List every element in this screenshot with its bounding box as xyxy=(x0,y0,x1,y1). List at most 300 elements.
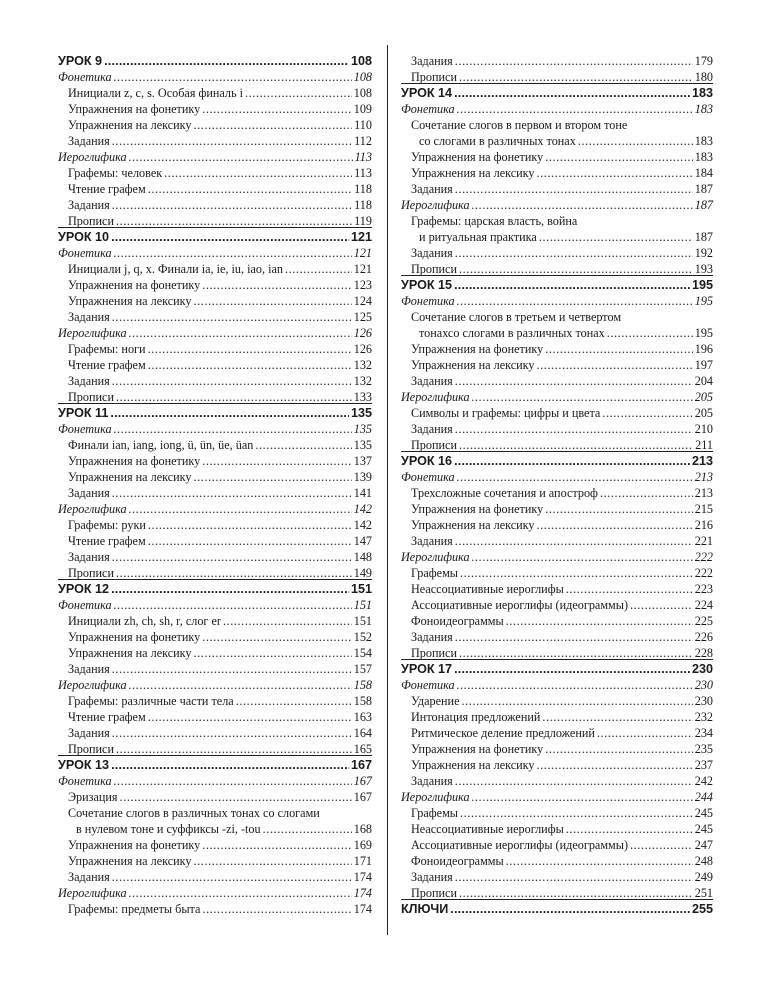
toc-page-number: 213 xyxy=(694,470,713,484)
dot-leader xyxy=(457,103,693,115)
toc-item-entry[interactable] xyxy=(401,487,713,499)
toc-page-number: 223 xyxy=(694,582,713,596)
toc-entry-label: Задания xyxy=(68,310,110,324)
toc-page-number: 167 xyxy=(350,758,372,772)
toc-entry-label: Фонетика xyxy=(401,294,455,308)
toc-item-entry[interactable] xyxy=(401,807,713,819)
toc-section-entry[interactable] xyxy=(401,471,713,483)
toc-entry-label: Неассоциативные иероглифы xyxy=(411,822,564,836)
dot-leader xyxy=(112,375,352,387)
toc-section-entry[interactable] xyxy=(58,247,372,259)
dot-leader xyxy=(148,343,352,355)
toc-item-entry[interactable] xyxy=(58,215,372,227)
toc-item-entry[interactable] xyxy=(401,183,713,195)
toc-page-number: 167 xyxy=(353,790,372,804)
toc-item-entry[interactable] xyxy=(58,567,372,579)
toc-page-number: 225 xyxy=(694,614,713,628)
toc-page-number: 184 xyxy=(694,166,713,180)
dot-leader xyxy=(202,455,351,467)
toc-section-entry[interactable] xyxy=(58,503,372,515)
dot-leader xyxy=(194,295,352,307)
toc-page-number: 195 xyxy=(694,294,713,308)
dot-leader xyxy=(114,71,352,83)
toc-entry-label: УРОК 11 xyxy=(58,406,109,420)
toc-item-entry[interactable] xyxy=(58,615,372,627)
toc-item-entry[interactable] xyxy=(58,167,372,179)
dot-leader xyxy=(111,583,349,596)
toc-page-number: 124 xyxy=(353,294,372,308)
toc-page-number: 205 xyxy=(694,390,713,404)
toc-section-entry[interactable] xyxy=(58,151,372,163)
toc-entry-label: со слогами в различных тонах xyxy=(419,134,576,148)
dot-leader xyxy=(450,903,690,916)
toc-page-number: 222 xyxy=(694,566,713,580)
toc-page-number: 247 xyxy=(694,838,713,852)
toc-item-entry[interactable] xyxy=(401,823,713,835)
toc-entry-label: Фонетика xyxy=(401,470,455,484)
toc-page-number: 135 xyxy=(350,406,372,420)
toc-item-entry[interactable] xyxy=(401,311,713,323)
toc-item-entry[interactable] xyxy=(401,615,713,627)
toc-section-entry[interactable] xyxy=(58,71,372,83)
toc-page-number: 183 xyxy=(691,86,713,100)
toc-item-entry[interactable] xyxy=(58,903,372,915)
dot-leader xyxy=(223,615,352,627)
toc-page-number: 171 xyxy=(353,854,372,868)
dot-leader xyxy=(455,535,693,547)
toc-item-entry[interactable] xyxy=(401,167,713,179)
toc-item-entry[interactable] xyxy=(58,87,372,99)
lesson-separator xyxy=(58,755,372,756)
toc-item-entry[interactable] xyxy=(58,855,372,867)
toc-entry-label: Интонация предложений xyxy=(411,710,541,724)
toc-page-number: 109 xyxy=(353,102,372,116)
toc-item-entry[interactable] xyxy=(401,599,713,611)
toc-item-entry[interactable] xyxy=(58,823,372,835)
toc-section-entry[interactable] xyxy=(401,199,713,211)
dot-leader xyxy=(506,855,693,867)
toc-item-entry[interactable] xyxy=(401,871,713,883)
dot-leader xyxy=(194,647,352,659)
dot-leader xyxy=(545,743,692,755)
toc-entry-label: Трехсложные сочетания и апостроф xyxy=(411,486,598,500)
toc-section-entry[interactable] xyxy=(58,423,372,435)
toc-entry-label: Прописи xyxy=(411,646,457,660)
toc-page-number: 174 xyxy=(353,886,372,900)
lesson-separator xyxy=(58,403,372,404)
toc-page-number: 158 xyxy=(353,694,372,708)
toc-item-entry[interactable] xyxy=(401,343,713,355)
toc-entry-label: Инициали z, c, s. Особая финаль i xyxy=(68,86,243,100)
toc-item-entry[interactable] xyxy=(401,743,713,755)
toc-page-number: 249 xyxy=(694,870,713,884)
dot-leader xyxy=(202,103,351,115)
toc-item-entry[interactable] xyxy=(58,471,372,483)
toc-item-entry[interactable] xyxy=(401,359,713,371)
toc-entry-label: Графемы: различные части тела xyxy=(68,694,234,708)
toc-item-entry[interactable] xyxy=(58,295,372,307)
dot-leader xyxy=(129,679,352,691)
toc-item-entry[interactable] xyxy=(401,727,713,739)
toc-item-entry[interactable] xyxy=(58,647,372,659)
toc-entry-label: Упражнения на лексику xyxy=(411,518,535,532)
dot-leader xyxy=(116,215,352,227)
toc-item-entry[interactable] xyxy=(58,439,372,451)
toc-lesson-entry[interactable] xyxy=(58,231,372,244)
toc-section-entry[interactable] xyxy=(58,679,372,691)
toc-item-entry[interactable] xyxy=(401,695,713,707)
toc-lesson-entry[interactable] xyxy=(401,663,713,676)
dot-leader xyxy=(263,823,352,835)
toc-page-number: 126 xyxy=(353,326,372,340)
toc-section-entry[interactable] xyxy=(401,103,713,115)
toc-page-number: 183 xyxy=(694,102,713,116)
toc-page-number: 135 xyxy=(353,422,372,436)
toc-page-number: 113 xyxy=(354,150,372,164)
dot-leader xyxy=(148,359,352,371)
dot-leader xyxy=(566,823,693,835)
dot-leader xyxy=(112,663,352,675)
toc-item-entry[interactable] xyxy=(58,535,372,547)
toc-lesson-entry[interactable] xyxy=(401,903,713,916)
toc-entry-label: Упражнения на фонетику xyxy=(68,102,201,116)
toc-entry-label: Прописи xyxy=(411,886,457,900)
dot-leader xyxy=(112,871,352,883)
toc-item-entry[interactable] xyxy=(58,135,372,147)
dot-leader xyxy=(116,567,352,579)
dot-leader xyxy=(459,647,693,659)
toc-page-number: 179 xyxy=(694,54,713,68)
toc-item-entry[interactable] xyxy=(401,423,713,435)
dot-leader xyxy=(112,727,352,739)
dot-leader xyxy=(455,631,693,643)
toc-entry-label: Задания xyxy=(411,422,453,436)
toc-item-entry[interactable] xyxy=(401,55,713,67)
toc-item-entry[interactable] xyxy=(401,887,713,899)
toc-page-number: 108 xyxy=(353,86,372,100)
dot-leader xyxy=(120,791,352,803)
toc-page-number: 141 xyxy=(353,486,372,500)
toc-page-number: 126 xyxy=(353,342,372,356)
toc-item-entry[interactable] xyxy=(401,215,713,227)
toc-item-entry[interactable] xyxy=(401,775,713,787)
toc-item-entry[interactable] xyxy=(401,519,713,531)
dot-leader xyxy=(129,327,352,339)
toc-entry-label: Задания xyxy=(411,374,453,388)
toc-section-entry[interactable] xyxy=(401,295,713,307)
toc-entry-label: Ритмическое деление предложений xyxy=(411,726,595,740)
toc-page-number: 183 xyxy=(694,134,713,148)
toc-entry-label: Фонетика xyxy=(401,678,455,692)
dot-leader xyxy=(164,167,352,179)
toc-item-entry[interactable] xyxy=(58,727,372,739)
toc-page-number: 174 xyxy=(353,870,372,884)
toc-page-number: 187 xyxy=(694,230,713,244)
dot-leader xyxy=(566,583,693,595)
toc-page-number: 123 xyxy=(353,278,372,292)
toc-item-entry[interactable] xyxy=(58,695,372,707)
toc-entry-label: Упражнения на фонетику xyxy=(68,454,201,468)
toc-item-entry[interactable] xyxy=(401,263,713,275)
dot-leader xyxy=(630,839,693,851)
toc-item-entry[interactable] xyxy=(58,839,372,851)
toc-item-entry[interactable] xyxy=(401,151,713,163)
column-divider xyxy=(387,45,388,935)
toc-item-entry[interactable] xyxy=(58,391,372,403)
dot-leader xyxy=(111,759,349,772)
toc-item-entry[interactable] xyxy=(401,71,713,83)
toc-section-entry[interactable] xyxy=(401,791,713,803)
toc-item-entry[interactable] xyxy=(58,743,372,755)
dot-leader xyxy=(539,231,693,243)
toc-page-number: 121 xyxy=(350,230,372,244)
dot-leader xyxy=(454,455,690,468)
toc-item-entry[interactable] xyxy=(58,663,372,675)
dot-leader xyxy=(460,807,693,819)
toc-item-entry[interactable] xyxy=(401,567,713,579)
toc-item-entry[interactable] xyxy=(401,583,713,595)
toc-entry-label: УРОК 15 xyxy=(401,278,453,292)
toc-item-entry[interactable] xyxy=(58,263,372,275)
dot-leader xyxy=(545,503,692,515)
toc-section-entry[interactable] xyxy=(58,327,372,339)
toc-page-number: 151 xyxy=(350,582,372,596)
dot-leader xyxy=(460,567,693,579)
toc-page-number: 139 xyxy=(353,470,372,484)
toc-page-number: 142 xyxy=(353,518,372,532)
toc-page-number: 180 xyxy=(694,70,713,84)
toc-page-number: 132 xyxy=(353,358,372,372)
toc-entry-label: Фоноидеограммы xyxy=(411,854,504,868)
toc-entry-label: Графемы: руки xyxy=(68,518,146,532)
toc-page-number: 213 xyxy=(691,454,713,468)
toc-entry-label: Чтение графем xyxy=(68,710,146,724)
toc-page-number: 232 xyxy=(694,710,713,724)
toc-item-entry[interactable] xyxy=(58,871,372,883)
toc-entry-label: Прописи xyxy=(68,390,114,404)
toc-page-number: 163 xyxy=(353,710,372,724)
toc-item-entry[interactable] xyxy=(58,519,372,531)
toc-entry-label: Графемы: человек xyxy=(68,166,163,180)
toc-entry-label: Прописи xyxy=(68,566,114,580)
dot-leader xyxy=(202,631,351,643)
toc-item-entry[interactable] xyxy=(58,551,372,563)
dot-leader xyxy=(148,535,352,547)
toc-page-number: 169 xyxy=(353,838,372,852)
toc-entry-label: Задания xyxy=(68,870,110,884)
dot-leader xyxy=(455,375,693,387)
toc-entry-label: Иероглифика xyxy=(401,390,470,404)
dot-leader xyxy=(285,263,352,275)
toc-page-number: 119 xyxy=(354,214,372,228)
toc-page-number: 151 xyxy=(353,614,372,628)
toc-entry-label: Прописи xyxy=(411,262,457,276)
toc-item-entry[interactable] xyxy=(58,311,372,323)
toc-lesson-entry[interactable] xyxy=(401,455,713,468)
toc-item-entry[interactable] xyxy=(401,535,713,547)
toc-item-entry[interactable] xyxy=(58,487,372,499)
toc-entry-label: Инициали j, q, x. Финали ia, ie, iu, iao, ian xyxy=(68,262,283,276)
toc-page-number: 192 xyxy=(694,246,713,260)
toc-entry-label: Прописи xyxy=(411,70,457,84)
dot-leader xyxy=(607,327,693,339)
toc-page-number: 187 xyxy=(694,198,713,212)
dot-leader xyxy=(148,183,352,195)
toc-entry-label: Задания xyxy=(411,246,453,260)
toc-section-entry[interactable] xyxy=(401,679,713,691)
toc-entry-label: Упражнения на лексику xyxy=(68,646,192,660)
toc-entry-label: Упражнения на лексику xyxy=(411,358,535,372)
dot-leader xyxy=(459,263,693,275)
toc-entry-label: Упражнения на фонетику xyxy=(68,278,201,292)
toc-page-number: 118 xyxy=(354,182,372,196)
toc-item-entry[interactable] xyxy=(58,631,372,643)
dot-leader xyxy=(578,135,693,147)
toc-section-entry[interactable] xyxy=(58,599,372,611)
toc-lesson-entry[interactable] xyxy=(401,87,713,100)
lesson-separator xyxy=(401,83,713,84)
dot-leader xyxy=(116,391,352,403)
toc-page-number: 183 xyxy=(694,150,713,164)
dot-leader xyxy=(112,199,352,211)
toc-item-entry[interactable] xyxy=(401,855,713,867)
toc-page-number: 245 xyxy=(694,822,713,836)
toc-item-entry[interactable] xyxy=(58,343,372,355)
toc-lesson-entry[interactable] xyxy=(401,279,713,292)
toc-item-entry[interactable] xyxy=(58,375,372,387)
dot-leader xyxy=(602,407,692,419)
toc-page-number: 110 xyxy=(354,118,372,132)
toc-entry-label: Упражнения на лексику xyxy=(411,758,535,772)
toc-entry-label: Иероглифика xyxy=(401,790,470,804)
toc-section-entry[interactable] xyxy=(58,775,372,787)
toc-lesson-entry[interactable] xyxy=(58,407,372,420)
toc-page-number: 147 xyxy=(353,534,372,548)
toc-page-number: 221 xyxy=(694,534,713,548)
toc-item-entry[interactable] xyxy=(401,375,713,387)
toc-item-entry[interactable] xyxy=(401,247,713,259)
toc-item-entry[interactable] xyxy=(58,807,372,819)
toc-entry-label: Иероглифика xyxy=(58,502,127,516)
toc-entry-label: Задания xyxy=(411,870,453,884)
toc-lesson-entry[interactable] xyxy=(58,55,372,68)
toc-lesson-entry[interactable] xyxy=(58,583,372,596)
toc-page-number: 196 xyxy=(694,342,713,356)
toc-page-number: 222 xyxy=(694,550,713,564)
toc-item-entry[interactable] xyxy=(58,103,372,115)
toc-page-number: 251 xyxy=(694,886,713,900)
toc-item-entry[interactable] xyxy=(401,439,713,451)
toc-page-number: 248 xyxy=(694,854,713,868)
toc-item-entry[interactable] xyxy=(401,407,713,419)
toc-item-entry[interactable] xyxy=(401,759,713,771)
toc-entry-label: Задания xyxy=(68,134,110,148)
toc-entry-label: УРОК 13 xyxy=(58,758,110,772)
toc-item-entry[interactable] xyxy=(401,135,713,147)
toc-item-entry[interactable] xyxy=(58,791,372,803)
toc-lesson-entry[interactable] xyxy=(58,759,372,772)
toc-entry-label: Графемы xyxy=(411,806,458,820)
toc-item-entry[interactable] xyxy=(401,327,713,339)
toc-page-number: 118 xyxy=(354,198,372,212)
toc-entry-label: Упражнения на фонетику xyxy=(68,838,201,852)
toc-entry-label: УРОК 16 xyxy=(401,454,453,468)
toc-entry-label: Иероглифика xyxy=(58,678,127,692)
toc-item-entry[interactable] xyxy=(58,183,372,195)
dot-leader xyxy=(129,503,352,515)
toc-entry-label: Иероглифика xyxy=(58,150,127,164)
toc-page-number: 224 xyxy=(694,598,713,612)
dot-leader xyxy=(455,423,693,435)
toc-entry-label: Упражнения на фонетику xyxy=(411,742,544,756)
toc-entry-label: Упражнения на лексику xyxy=(68,854,192,868)
toc-page-number: 211 xyxy=(695,438,713,452)
dot-leader xyxy=(454,87,690,100)
toc-entry-label: тонахсо слогами в различных тонах xyxy=(419,326,605,340)
toc-item-entry[interactable] xyxy=(401,231,713,243)
toc-entry-label: Графемы xyxy=(411,566,458,580)
toc-entry-label: Инициали zh, ch, sh, r, слог er xyxy=(68,614,221,628)
dot-leader xyxy=(457,295,693,307)
toc-item-entry[interactable] xyxy=(58,711,372,723)
toc-page-number: 205 xyxy=(694,406,713,420)
toc-item-entry[interactable] xyxy=(401,631,713,643)
dot-leader xyxy=(455,247,693,259)
dot-leader xyxy=(537,167,693,179)
toc-page-number: 174 xyxy=(353,902,372,916)
dot-leader xyxy=(459,887,693,899)
toc-entry-label: Чтение графем xyxy=(68,182,146,196)
dot-leader xyxy=(112,551,352,563)
toc-item-entry[interactable] xyxy=(58,199,372,211)
toc-item-entry[interactable] xyxy=(58,279,372,291)
dot-leader xyxy=(545,343,692,355)
toc-page-number: 245 xyxy=(694,806,713,820)
toc-page-number: 230 xyxy=(694,678,713,692)
toc-entry-label: Сочетание слогов в первом и втором тоне xyxy=(411,118,628,132)
dot-leader xyxy=(537,359,693,371)
toc-page-number: 230 xyxy=(694,694,713,708)
toc-entry-label: Фонетика xyxy=(58,774,112,788)
toc-item-entry[interactable] xyxy=(401,839,713,851)
toc-entry-label: Фонетика xyxy=(58,246,112,260)
toc-entry-label: и ритуальная практика xyxy=(419,230,537,244)
toc-item-entry[interactable] xyxy=(58,455,372,467)
toc-entry-label: УРОК 10 xyxy=(58,230,110,244)
toc-entry-label: Упражнения на лексику xyxy=(411,166,535,180)
toc-entry-label: Сочетание слогов в третьем и четвертом xyxy=(411,310,622,324)
toc-section-entry[interactable] xyxy=(401,551,713,563)
toc-item-entry[interactable] xyxy=(58,359,372,371)
toc-page-number: 142 xyxy=(353,502,372,516)
toc-item-entry[interactable] xyxy=(401,647,713,659)
toc-item-entry[interactable] xyxy=(401,711,713,723)
toc-section-entry[interactable] xyxy=(58,887,372,899)
toc-page-number: 113 xyxy=(354,166,372,180)
toc-item-entry[interactable] xyxy=(58,119,372,131)
dot-leader xyxy=(114,423,352,435)
toc-page-number: 204 xyxy=(694,374,713,388)
toc-section-entry[interactable] xyxy=(401,391,713,403)
toc-page-number: 210 xyxy=(694,422,713,436)
toc-entry-label: Символы и графемы: цифры и цвета xyxy=(411,406,601,420)
toc-page-number: 157 xyxy=(353,662,372,676)
toc-item-entry[interactable] xyxy=(401,119,713,131)
toc-item-entry[interactable] xyxy=(401,503,713,515)
toc-page-number: 152 xyxy=(353,630,372,644)
lesson-separator xyxy=(58,579,372,580)
dot-leader xyxy=(455,55,693,67)
